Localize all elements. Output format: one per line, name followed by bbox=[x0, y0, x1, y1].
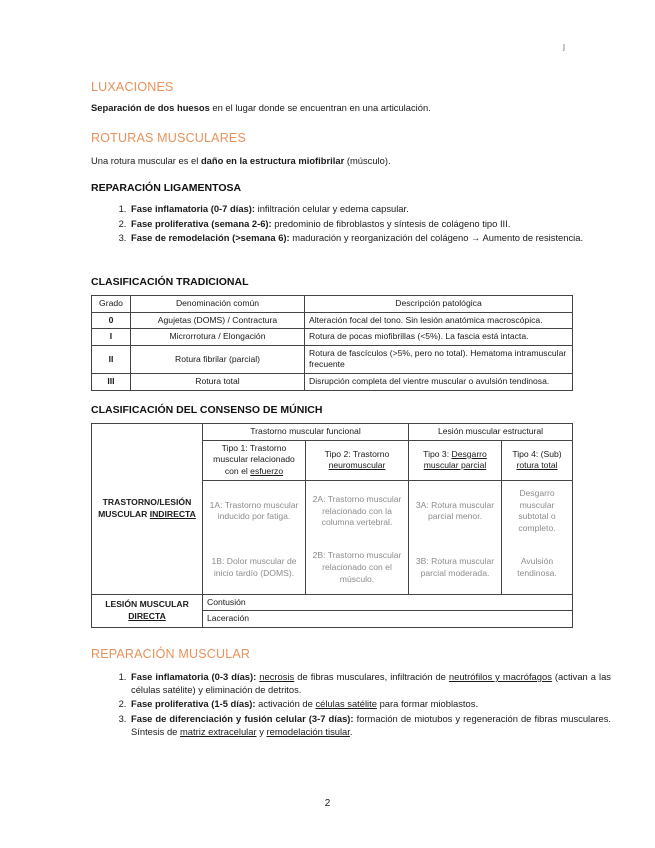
page-number: 2 bbox=[324, 798, 331, 809]
cell-nombre: Rotura fibrilar (parcial) bbox=[131, 345, 305, 373]
cell-2b: 2B: Trastorno muscular relacionado con el músculo. bbox=[306, 542, 409, 594]
reparacion-muscular-list bbox=[91, 671, 611, 740]
cell-nombre: Rotura total bbox=[131, 373, 305, 390]
cell-desc: Rotura de pocas miofibrillas (<5%). La fascia está intacta. bbox=[305, 329, 573, 346]
list-item: 2. Fase proliferativa (1-5 días): activación de células satélite para formar mioblastos. bbox=[129, 698, 611, 711]
munich-table bbox=[91, 423, 573, 628]
luxaciones-text: Separación de dos huesos en el lugar donde se encuentran en una articulación. bbox=[91, 102, 431, 113]
table-row bbox=[92, 312, 573, 329]
group-estructural: Lesión muscular estructural bbox=[409, 424, 573, 441]
list-item: 1. Fase inflamatoria (0-7 días): infiltración celular y edema capsular. bbox=[129, 203, 611, 216]
reparacion-muscular-heading: REPARACIÓN MUSCULAR bbox=[91, 647, 251, 661]
luxaciones-heading: LUXACIONES bbox=[91, 80, 174, 94]
header-denominacion: Denominación común bbox=[131, 296, 305, 313]
cell-1b: 1B: Dolor muscular de inicio tardío (DOMS). bbox=[203, 542, 306, 594]
cell-3b: 3B: Rotura muscular parcial moderada. bbox=[409, 542, 502, 594]
cell-3a: 3A: Rotura muscular parcial menor. bbox=[409, 480, 502, 542]
table-row bbox=[92, 329, 573, 346]
cell-desc: Alteración focal del tono. Sin lesión anatómica macroscópica. bbox=[305, 312, 573, 329]
roturas-heading: ROTURAS MUSCULARES bbox=[91, 131, 247, 145]
table-row bbox=[92, 594, 573, 611]
list-item: 3. Fase de remodelación (>semana 6): maduración y reorganización del colágeno → Aumento de resistencia. bbox=[129, 232, 611, 245]
header-grado: Grado bbox=[92, 296, 131, 313]
munich-heading: CLASIFICACIÓN DEL CONSENSO DE MÚNICH bbox=[91, 404, 323, 416]
header-descripcion: Descripción patológica bbox=[305, 296, 573, 313]
cell-1a: 1A: Trastorno muscular inducido por fatiga. bbox=[203, 480, 306, 542]
list-item: 3. Fase de diferenciación y fusión celular (3-7 días): formación de miotubos y regeneración de fibras musculares. Síntesis de matriz extracelular y remodelación tisular. bbox=[129, 713, 611, 738]
directa-label: LESIÓN MUSCULAR DIRECTA bbox=[92, 594, 203, 627]
cell-4b: Avulsión tendinosa. bbox=[502, 542, 573, 594]
table-row bbox=[92, 424, 573, 441]
cell-laceracion: Laceración bbox=[203, 611, 573, 628]
cell-grado: 0 bbox=[92, 312, 131, 329]
tipo4-header: Tipo 4: (Sub) rotura total bbox=[502, 440, 573, 480]
cell-4a: Desgarro muscular subtotal o completo. bbox=[502, 480, 573, 542]
list-item: 2. Fase proliferativa (semana 2-6): predominio de fibroblastos y síntesis de colágeno tipo III. bbox=[129, 218, 611, 231]
tipo2-header: Tipo 2: Trastorno neuromuscular bbox=[306, 440, 409, 480]
cell-nombre: Agujetas (DOMS) / Contractura bbox=[131, 312, 305, 329]
cell-grado: II bbox=[92, 345, 131, 373]
tipo1-header: Tipo 1: Trastorno muscular relacionado con el esfuerzo bbox=[203, 440, 306, 480]
roturas-text: Una rotura muscular es el daño en la estructura miofibrilar (músculo). bbox=[91, 155, 391, 166]
table-row bbox=[92, 373, 573, 390]
list-item: 1. Fase inflamatoria (0-3 días): necrosis de fibras musculares, infiltración de neutrófilos y macrófagos (activan a las células satélite) y eliminación de detritos. bbox=[129, 671, 611, 696]
cell-nombre: Microrrotura / Elongación bbox=[131, 329, 305, 346]
corner-mark: ȷ bbox=[563, 41, 565, 51]
group-funcional: Trastorno muscular funcional bbox=[203, 424, 409, 441]
tipo3-header: Tipo 3: Desgarro muscular parcial bbox=[409, 440, 502, 480]
cell-grado: I bbox=[92, 329, 131, 346]
cell-2a: 2A: Trastorno muscular relacionado con la columna vertebral. bbox=[306, 480, 409, 542]
table-header-row bbox=[92, 296, 573, 313]
cell-desc: Disrupción completa del vientre muscular o avulsión tendinosa. bbox=[305, 373, 573, 390]
cell-contusion: Contusión bbox=[203, 594, 573, 611]
cell-grado: III bbox=[92, 373, 131, 390]
reparacion-ligamentosa-list bbox=[91, 203, 611, 247]
table-row bbox=[92, 345, 573, 373]
indirecta-label: TRASTORNO/LESIÓN MUSCULAR INDIRECTA bbox=[92, 424, 203, 595]
reparacion-ligamentosa-heading: REPARACIÓN LIGAMENTOSA bbox=[91, 182, 242, 194]
clasificacion-tradicional-heading: CLASIFICACIÓN TRADICIONAL bbox=[91, 276, 249, 288]
cell-desc: Rotura de fascículos (>5%, pero no total). Hematoma intramuscular frecuente bbox=[305, 345, 573, 373]
clasificacion-tradicional-table bbox=[91, 295, 573, 391]
